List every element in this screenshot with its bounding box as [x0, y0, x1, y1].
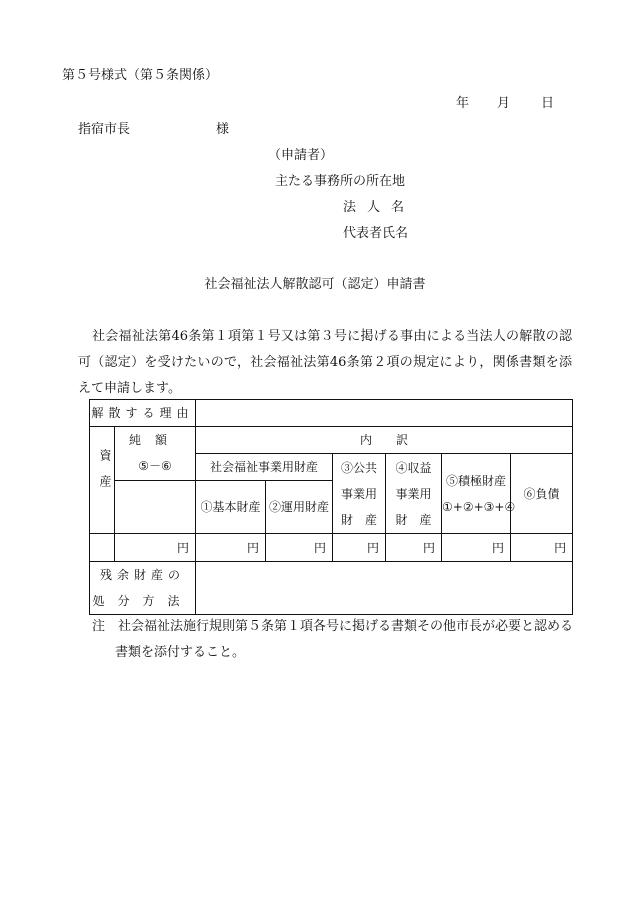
office-address-label: 主たる事務所の所在地 [275, 174, 406, 189]
public-use-assets-header [333, 454, 386, 534]
dissolution-table [89, 399, 573, 615]
yen-row-spacer [90, 534, 115, 562]
revenue-line2: 事業用 [395, 486, 432, 501]
assets-label: 資産 [98, 448, 112, 501]
date-month-label: 月 [497, 96, 511, 111]
positive-assets-yen[interactable]: 円 [442, 534, 511, 562]
basic-assets-header: ①基本財産 [196, 481, 266, 534]
positive-assets-line2: ①+②+③+④ [442, 499, 516, 514]
operating-assets-yen[interactable]: 円 [266, 534, 333, 562]
basic-assets-yen[interactable]: 円 [196, 534, 266, 562]
breakdown-header: 内 訳 [196, 427, 573, 454]
dissolution-reason-label: 解散する理由 [90, 400, 196, 427]
public-use-line2: 事業用 [341, 486, 378, 501]
net-amount-spacer [115, 481, 196, 534]
dissolution-reason-field[interactable] [196, 400, 573, 427]
public-use-line1: ③公共 [341, 460, 378, 475]
residual-disposal-label [90, 562, 196, 615]
addressee-suffix: 様 [216, 122, 230, 137]
revenue-line3: 財 産 [395, 512, 432, 527]
residual-disposal-field[interactable] [196, 562, 573, 615]
operating-assets-header: ②運用財産 [266, 481, 333, 534]
revenue-assets-header [386, 454, 442, 534]
addressee-name: 指宿市長 [78, 122, 131, 137]
date-day-label: 日 [541, 96, 555, 111]
net-amount-header [115, 427, 196, 481]
document-title: 社会福祉法人解散認可（認定）申請書 [204, 277, 426, 292]
residual-line1: 残余財産の [100, 568, 186, 582]
form-number: 第５号様式（第５条関係） [62, 68, 219, 83]
business-assets-header: 社会福祉事業用財産 [196, 454, 333, 481]
net-amount-yen[interactable]: 円 [115, 534, 196, 562]
liabilities-yen[interactable]: 円 [511, 534, 573, 562]
positive-assets-line1: ⑤積極財産 [446, 473, 507, 488]
corporation-name-label: 法人名 [343, 200, 416, 215]
net-amount-formula: ⑤－⑥ [138, 459, 172, 473]
liabilities-header: ⑥負債 [511, 454, 573, 534]
revenue-line1: ④収益 [395, 460, 432, 475]
public-use-line3: 財 産 [341, 512, 378, 527]
applicant-heading: （申請者） [268, 148, 334, 163]
date-year-label: 年 [456, 96, 470, 111]
note-line2: 書類を添付すること。 [115, 645, 246, 660]
public-use-assets-yen[interactable]: 円 [333, 534, 386, 562]
body-text: 社会福祉法第46条第１項第１号又は第３号に掲げる事由による当法人の解散の認可（認定）を受けたいので，社会福祉法第46条第２項の規定により，関係書類を添えて申請します。 [78, 329, 572, 396]
residual-line2: 処分方法 [92, 594, 193, 608]
net-amount-label: 純額 [129, 433, 182, 447]
assets-label-cell [90, 427, 115, 534]
note-line1: 注 社会福祉法施行規則第５条第１項各号に掲げる書類その他市長が必要と認める [92, 619, 574, 634]
positive-assets-header [442, 454, 516, 534]
representative-name-label: 代表者氏名 [343, 226, 409, 241]
revenue-assets-yen[interactable]: 円 [386, 534, 442, 562]
